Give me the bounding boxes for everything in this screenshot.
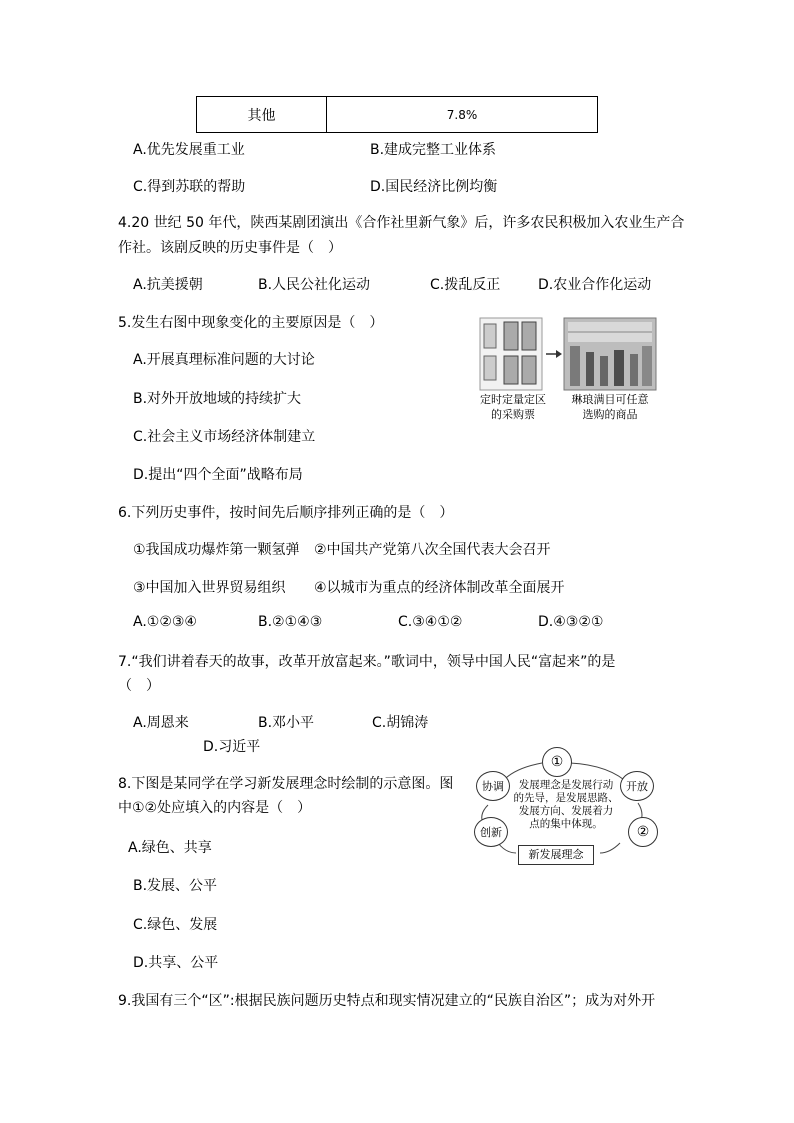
question-9-line-1: 9.我国有三个“区”:根据民族问题历史特点和现实情况建立的“民族自治区”；成为对外开 — [118, 993, 656, 1009]
option-c: C.胡锦涛 — [372, 715, 429, 731]
caption-goods-1: 琳琅满目可任意 — [571, 393, 649, 406]
node-open: 开放 — [620, 771, 654, 801]
table-cell-label: 其他 — [197, 97, 327, 132]
coupon-to-shopping-figure — [478, 316, 658, 424]
question-8-line-2: 中①②处应填入的内容是（ ） — [118, 800, 312, 816]
option-d: D.农业合作化运动 — [538, 277, 652, 293]
option-d: D.习近平 — [203, 739, 261, 755]
event-3: ③中国加入世界贸易组织 — [133, 580, 286, 596]
option-b: B.②①④③ — [258, 614, 323, 630]
option-c: C.绿色、发展 — [133, 917, 218, 933]
bottom-concept-box: 新发展理念 — [518, 845, 594, 865]
question-6-stem: 6.下列历史事件，按时间先后顺序排列正确的是（ ） — [118, 505, 454, 521]
data-table-row — [196, 96, 598, 133]
option-d: D.共享、公平 — [133, 955, 219, 971]
node-innovation: 创新 — [474, 817, 508, 847]
option-a: A.优先发展重工业 — [133, 142, 245, 158]
new-development-concept-diagram — [470, 745, 666, 869]
option-d: D.提出“四个全面”战略布局 — [133, 467, 303, 483]
center-text-3: 发展方向、发展着力 — [518, 805, 614, 817]
caption-goods-2: 选购的商品 — [582, 408, 638, 421]
question-5-stem: 5.发生右图中现象变化的主要原因是（ ） — [118, 315, 384, 331]
option-a: A.①②③④ — [133, 614, 197, 630]
option-c: C.得到苏联的帮助 — [133, 179, 246, 195]
caption-coupon-1: 定时定量定区 — [480, 393, 546, 406]
center-text-4: 点的集中体现。 — [529, 818, 603, 830]
table-cell-value: 7.8% — [446, 107, 478, 122]
option-a: A.抗美援朝 — [133, 277, 203, 293]
option-b: B.发展、公平 — [133, 878, 218, 894]
option-c: C.社会主义市场经济体制建立 — [133, 429, 316, 445]
event-4: ④以城市为重点的经济体制改革全面展开 — [314, 580, 565, 596]
option-b: B.建成完整工业体系 — [370, 142, 497, 158]
option-c: C.拨乱反正 — [430, 277, 501, 293]
node-blank-1: ① — [542, 747, 572, 777]
option-b: B.对外开放地域的持续扩大 — [133, 391, 302, 407]
center-text-2: 的先导，是发展思路、 — [513, 792, 619, 804]
question-4-line-1: 4.20 世纪 50 年代，陕西某剧团演出《合作社里新气象》后，许多农民积极加入农业生产合 — [118, 215, 685, 231]
option-b: B.人民公社化运动 — [258, 277, 371, 293]
question-4-line-2: 作社。该剧反映的历史事件是（ ） — [118, 240, 342, 256]
question-7-line-1: 7.“我们讲着春天的故事，改革开放富起来。”歌词中，领导中国人民“富起来”的是 — [118, 654, 616, 670]
option-a: A.绿色、共享 — [128, 840, 212, 856]
coupon-shopping-image — [478, 316, 658, 392]
node-coordination: 协调 — [476, 771, 510, 801]
event-1: ①我国成功爆炸第一颗氢弹 — [133, 542, 300, 558]
option-c: C.③④①② — [398, 614, 463, 630]
node-blank-2: ② — [628, 817, 658, 847]
center-text-1: 发展理念是发展行动 — [518, 779, 614, 791]
event-2: ②中国共产党第八次全国代表大会召开 — [314, 542, 551, 558]
option-b: B.邓小平 — [258, 715, 315, 731]
option-d: D.④③②① — [538, 614, 604, 630]
question-7-line-2: （ ） — [118, 678, 160, 694]
caption-coupon-2: 的采购票 — [491, 408, 535, 421]
option-d: D.国民经济比例均衡 — [370, 179, 498, 195]
option-a: A.周恩来 — [133, 715, 189, 731]
question-8-line-1: 8.下图是某同学在学习新发展理念时绘制的示意图。图 — [118, 776, 454, 792]
option-a: A.开展真理标准问题的大讨论 — [133, 352, 315, 368]
